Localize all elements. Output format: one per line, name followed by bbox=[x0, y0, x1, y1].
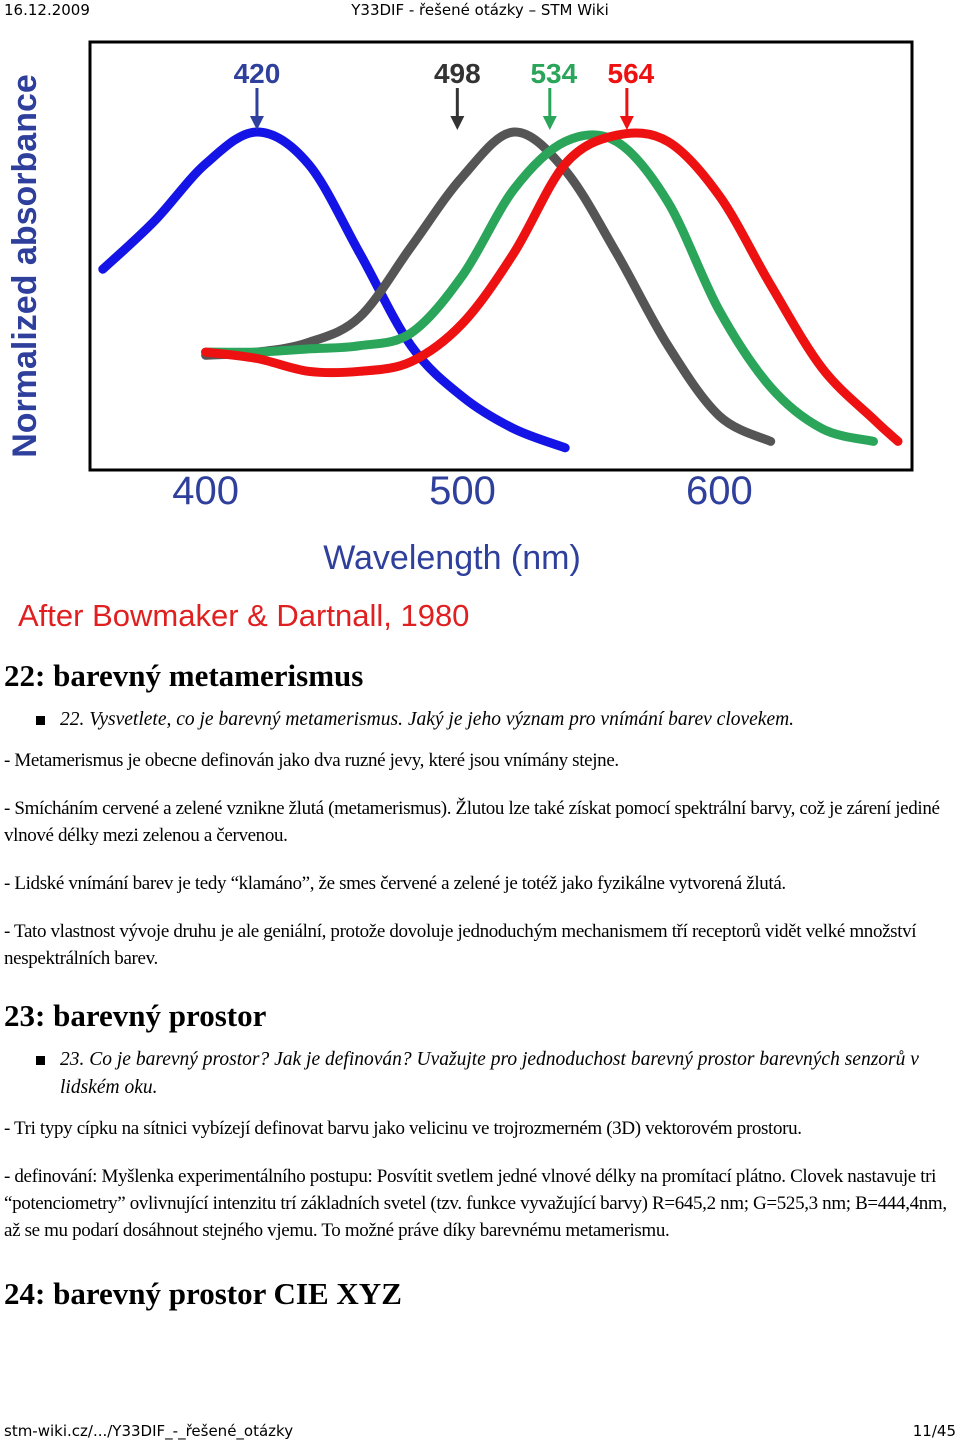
absorbance-chart bbox=[0, 26, 940, 636]
figure-credit: After Bowmaker & Dartnall, 1980 bbox=[18, 598, 470, 633]
section-22-question bbox=[60, 706, 960, 734]
section-22-paragraph-3: - Lidské vnímání barev je tedy “klamáno”, že smes červené a zelené je totéž jako fyzikálne vytvorená žlutá. bbox=[4, 873, 786, 894]
red-cone-curve bbox=[206, 133, 898, 441]
blue-cone-curve bbox=[103, 132, 565, 448]
peak-label: 420 bbox=[233, 58, 281, 89]
page-number: 11/45 bbox=[912, 1422, 956, 1440]
absorbance-figure bbox=[0, 26, 940, 636]
page-title: Y33DIF - řešené otázky – STM Wiki bbox=[351, 1, 609, 19]
x-ticks-layer bbox=[172, 469, 753, 513]
section-22-question-text: 22. Vysvetlete, co je barevný metamerismus. Jaký je jeho význam pro vnímání barev clovekem. bbox=[60, 709, 795, 730]
footer-url: stm-wiki.cz/.../Y33DIF_-_řešené_otázky bbox=[4, 1422, 294, 1440]
section-23-paragraph-2: - definování: Myšlenka experimentálního postupu: Posvítit svetlem jedné vlnové délky na promítací plátno. Clovek nastavuje tri “potenciometry” ovlivnující intenzitu trí základních svetel (tzv. funkce vyvažující barvy) R=645,2 nm; G=525,3 nm; B=444,4nm, až se mu podarí dosáhnout stejného vjemu. To možné práve díky barevnému metamerismu. bbox=[4, 1166, 947, 1241]
section-22-heading: 22: barevný metamerismus bbox=[4, 658, 364, 693]
print-date: 16.12.2009 bbox=[4, 1, 90, 19]
section-23-question-text: 23. Co je barevný prostor? Jak je definován? Uvažujte pro jednoduchost barevný prostor barevných senzorů v lidském oku. bbox=[60, 1049, 919, 1098]
peak-marker-420 bbox=[234, 58, 281, 130]
section-23-question-list bbox=[0, 1046, 960, 1102]
section-23-paragraph-1: - Tri typy cípku na sítnici vybízejí definovat barvu jako velicinu ve trojrozmerném (3D) vektorovém prostoru. bbox=[4, 1118, 802, 1139]
bullet-icon bbox=[36, 1056, 45, 1065]
page-content bbox=[0, 654, 960, 1316]
page-footer bbox=[0, 1420, 960, 1444]
peak-label: 564 bbox=[607, 58, 655, 89]
section-22-paragraph-4: - Tato vlastnost vývoje druhu je ale geniální, protože dovoluje jednoduchým mechanismem tří receptorů vidět velké množství nespektrálních barev. bbox=[4, 921, 917, 969]
section-23-heading: 23: barevný prostor bbox=[4, 998, 267, 1033]
peak-marker-498 bbox=[434, 58, 481, 130]
section-24-heading: 24: barevný prostor CIE XYZ bbox=[4, 1276, 402, 1311]
peak-arrow-head bbox=[543, 116, 557, 130]
bullet-icon bbox=[36, 716, 45, 725]
x-tick-label-600: 600 bbox=[685, 469, 753, 513]
peak-marker-564 bbox=[608, 58, 655, 130]
peak-arrow-head bbox=[450, 116, 464, 130]
series-layer bbox=[103, 132, 898, 448]
page-header bbox=[0, 0, 960, 22]
x-tick-label-500: 500 bbox=[429, 469, 496, 513]
peak-label: 534 bbox=[530, 58, 578, 89]
peak-label: 498 bbox=[433, 58, 481, 89]
peak-arrow-head bbox=[620, 116, 634, 130]
peaks-layer bbox=[234, 58, 655, 130]
y-axis-label: Normalized absorbance bbox=[6, 74, 44, 458]
peak-marker-534 bbox=[530, 58, 577, 130]
section-22-paragraph-1: - Metamerismus je obecne definován jako dva ruzné jevy, které jsou vnímány stejne. bbox=[4, 750, 619, 771]
section-22-question-list bbox=[0, 706, 960, 734]
x-tick-label-400: 400 bbox=[172, 469, 239, 513]
section-22-paragraph-2: - Smícháním cervené a zelené vznikne žlutá (metamerismus). Žlutou lze také získat pomocí spektrální barvy, což je zárení jediné vlnové délky mezi zelenou a červenou. bbox=[4, 798, 940, 846]
section-23-question bbox=[60, 1046, 960, 1102]
x-axis-label: Wavelength (nm) bbox=[323, 539, 581, 577]
